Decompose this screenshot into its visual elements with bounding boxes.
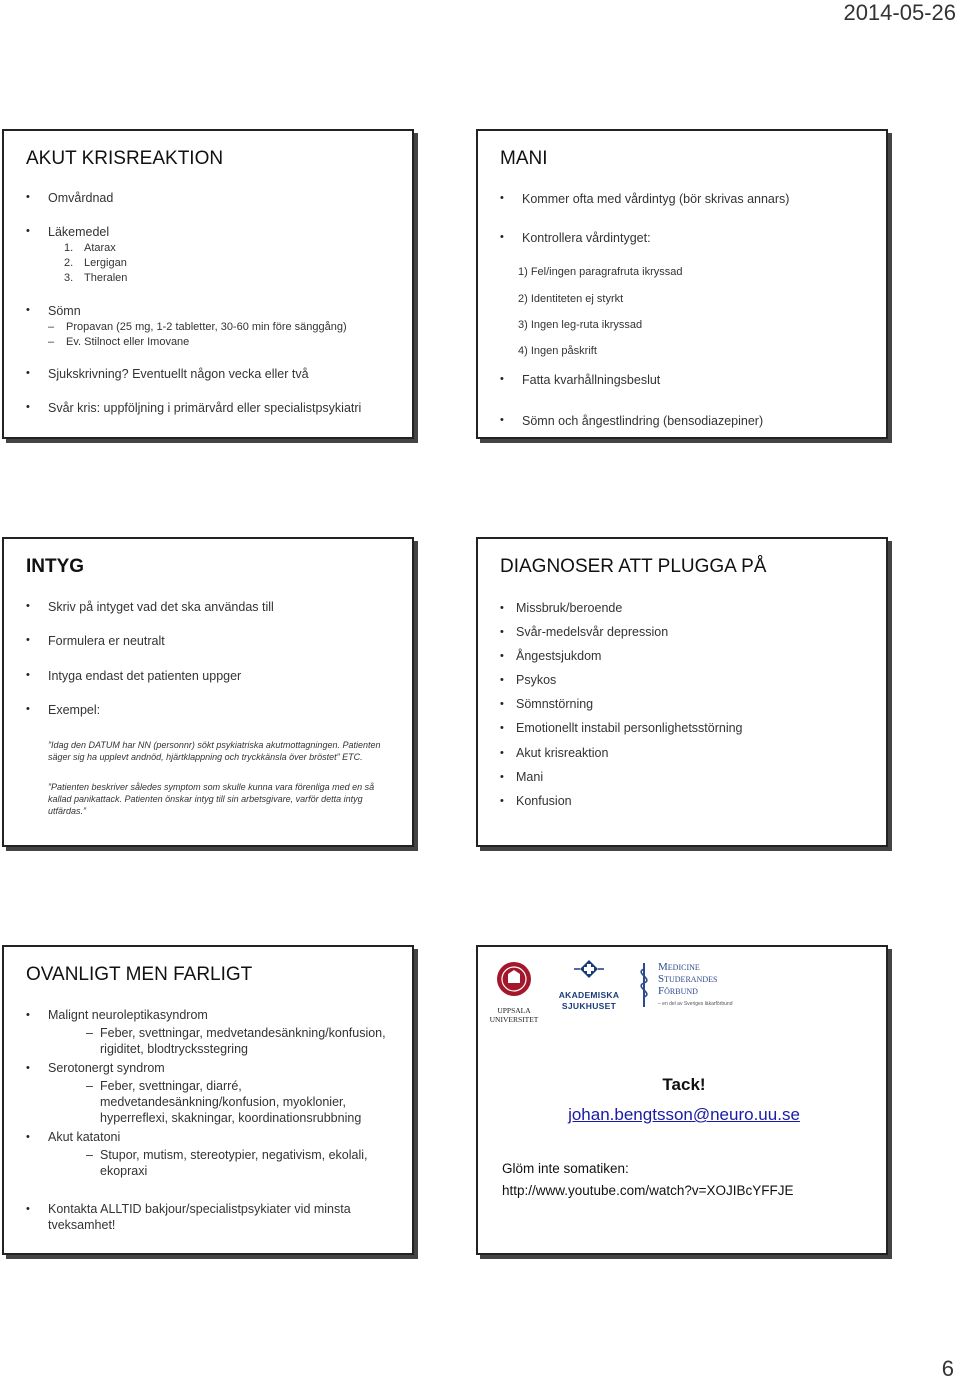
logo-text: AKADEMISKA SJUKHUSET — [558, 990, 620, 1011]
somn-item: Propavan (25 mg, 1-2 tabletter, 30-60 min före sänggång) — [66, 321, 347, 333]
bullet-exempel: • Exempel: — [26, 703, 100, 717]
slide-diagnoser — [476, 537, 888, 847]
list-item: • Missbruk/beroende — [500, 599, 743, 623]
bullet-omvardnad: • Omvårdnad — [26, 191, 113, 205]
bullet-somn: • Sömn — [26, 304, 81, 318]
slide-ovanligt-men-farligt — [2, 945, 414, 1255]
slide-title: INTYG — [26, 556, 85, 577]
akademiska-sjukhuset-logo — [554, 959, 624, 1019]
bullet-intyga: • Intyga endast det patienten uppger — [26, 669, 241, 683]
logo-text: Medicine Studerandes Förbund — [658, 961, 718, 997]
bullet-kontakta: • Kontakta ALLTID bakjour/specialistpsykiater vid minsta tveksamhet! — [26, 1201, 378, 1233]
page-date: 2014-05-26 — [843, 0, 956, 25]
check-item: 2) Identiteten ej styrkt — [518, 293, 624, 305]
slide-mani — [476, 129, 888, 439]
example-text: ”Idag den DATUM har NN (personnr) sökt psykiatriska akutmottagningen. Patienten säger sig ha upplevt andnöd, hjärtklappning och tryckkänsla över bröstet” ETC. — [48, 740, 381, 762]
bullet-serotonergt: • Serotonergt syndrom — [26, 1060, 165, 1076]
sub-item-text: Feber, svettningar, medvetandesänkning/konfusion, rigiditet, blodtrycksstegring — [100, 1026, 386, 1056]
page-number: 6 — [941, 1356, 954, 1381]
list-item: • Sömnstörning — [500, 695, 743, 719]
bullet-sjukskrivning: • Sjukskrivning? Eventuellt någon vecka eller två — [26, 367, 309, 381]
list-item: • Konfusion — [500, 792, 743, 816]
somn-item: Ev. Stilnoct eller Imovane — [66, 336, 190, 348]
sub-item-text: Stupor, mutism, stereotypier, negativism, ekolali, ekopraxi — [100, 1148, 368, 1178]
list-item: • Svår-medelsvår depression — [500, 623, 743, 647]
dash-icon: – — [48, 321, 55, 333]
sub-item-text: Feber, svettningar, diarré, medvetandesänkning/konfusion, myoklonier, hyperreflexi, skakningar, koordinationsrubbning — [100, 1079, 362, 1125]
logo-text: UPPSALA UNIVERSITET — [489, 1006, 539, 1024]
list-item: • Ångestsjukdom — [500, 647, 743, 671]
bullet-kontrollera: • Kontrollera vårdintyget: — [500, 231, 651, 245]
uppsala-universitet-logo — [484, 959, 544, 1024]
dash-icon: – — [48, 336, 55, 348]
med-item: Atarax — [84, 242, 116, 254]
sub-item — [86, 1025, 406, 1057]
youtube-link[interactable]: http://www.youtube.com/watch?v=XOJIBcYFFJE — [502, 1183, 794, 1198]
bullet-somn: • Sömn och ångestlindring (bensodiazepiner) — [500, 414, 763, 428]
email-link[interactable]: johan.bengtsson@neuro.uu.se — [568, 1105, 800, 1124]
med-number: 2. — [64, 257, 74, 269]
list-item: • Akut krisreaktion — [500, 744, 743, 768]
diagnosis-list — [500, 599, 743, 816]
med-number: 3. — [64, 272, 74, 284]
check-item: 3) Ingen leg-ruta ikryssad — [518, 319, 643, 331]
list-item: • Mani — [500, 768, 743, 792]
cross-icon — [554, 959, 624, 985]
bullet-katatoni: • Akut katatoni — [26, 1129, 120, 1145]
list-item: • Psykos — [500, 671, 743, 695]
med-item: Theralen — [84, 272, 128, 284]
slide-title: OVANLIGT MEN FARLIGT — [26, 964, 253, 985]
sub-item — [86, 1147, 386, 1179]
med-item: Lergigan — [84, 257, 127, 269]
bullet-lakemedel: • Läkemedel — [26, 225, 109, 239]
med-number: 1. — [64, 242, 74, 254]
reminder-text: Glöm inte somatiken: — [502, 1161, 629, 1176]
sub-item — [86, 1078, 386, 1126]
msf-logo — [632, 957, 742, 1023]
bullet-svar-kris: • Svår kris: uppföljning i primärvård eller specialistpsykiatri — [26, 401, 361, 415]
example-text: ”Patienten beskriver således symptom som skulle kunna vara förenliga med en så kallad panikattack. Patienten önskar intyg till sin arbetsgivare, varför detta intyg utfärdas.” — [48, 782, 375, 816]
bullet-kvarhallning: • Fatta kvarhållningsbeslut — [500, 373, 660, 387]
bullet-skriv: • Skriv på intyget vad det ska användas till — [26, 600, 274, 614]
slide-title: AKUT KRISREAKTION — [26, 148, 224, 169]
slide-tack — [476, 945, 888, 1255]
slide-akut-krisreaktion — [2, 129, 414, 439]
check-item: 1) Fel/ingen paragrafruta ikryssad — [518, 266, 683, 278]
thanks-heading: Tack! — [662, 1075, 706, 1094]
bullet-formulera: • Formulera er neutralt — [26, 634, 165, 648]
list-item: • Emotionellt instabil personlighetsstörning — [500, 719, 743, 743]
dash-icon: – — [86, 1026, 93, 1040]
bullet-vardintyg: • Kommer ofta med vårdintyg (bör skrivas annars) — [500, 192, 789, 206]
logo-tagline: – en del av Sveriges läkarförbund — [658, 1001, 733, 1007]
slide-title: DIAGNOSER ATT PLUGGA PÅ — [500, 556, 767, 577]
slide-title: MANI — [500, 148, 548, 169]
slide-intyg — [2, 537, 414, 847]
check-item: 4) Ingen påskrift — [518, 345, 597, 357]
bullet-neuroleptika: • Malignt neuroleptikasyndrom — [26, 1007, 208, 1023]
dash-icon: – — [86, 1079, 93, 1093]
dash-icon: – — [86, 1148, 93, 1162]
seal-icon — [484, 959, 544, 1001]
staff-icon — [632, 961, 656, 1009]
